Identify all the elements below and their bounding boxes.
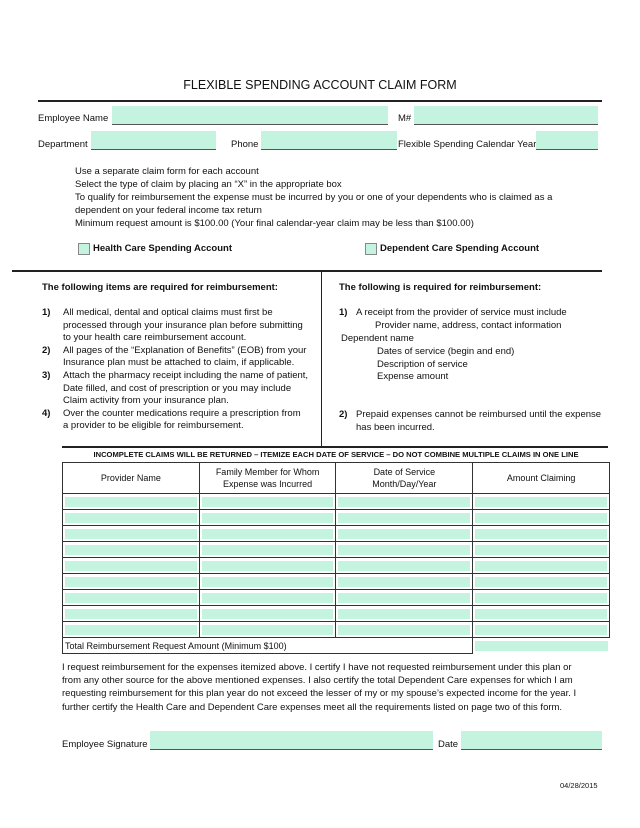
- date-cell[interactable]: [336, 526, 473, 542]
- table-row: [63, 542, 610, 558]
- item-number: 1): [42, 307, 51, 318]
- date-cell[interactable]: [336, 558, 473, 574]
- warning-rule: [62, 446, 608, 448]
- health-care-checkbox[interactable]: [78, 243, 90, 255]
- total-label: Total Reimbursement Request Amount (Minimum $100): [63, 638, 473, 654]
- table-row: [63, 494, 610, 510]
- instruction-line: Select the type of claim by placing an “X” in the appropriate box: [75, 179, 342, 190]
- department-label: Department: [38, 139, 88, 150]
- column-divider: [321, 272, 322, 446]
- item-line: to your health care reimbursement account.: [63, 332, 247, 344]
- date-cell[interactable]: [336, 574, 473, 590]
- provider-cell[interactable]: [63, 526, 200, 542]
- header-line: Date of Service: [373, 467, 436, 477]
- claims-table: [62, 462, 610, 654]
- item-number: 2): [339, 409, 348, 420]
- table-row: [63, 622, 610, 638]
- date-cell[interactable]: [336, 606, 473, 622]
- date-label: Date: [438, 739, 459, 750]
- total-row: [63, 638, 610, 654]
- cert-line: from any other source for the above mentioned expenses. I also certify the total Dependent Care expenses for which I am: [62, 675, 573, 687]
- right-item2-line2: has been incurred.: [356, 422, 435, 433]
- left-heading: The following items are required for reimbursement:: [42, 282, 278, 293]
- table-row: [63, 606, 610, 622]
- phone-field[interactable]: [261, 131, 397, 150]
- date-cell[interactable]: [336, 510, 473, 526]
- provider-cell[interactable]: [63, 606, 200, 622]
- title-rule: [38, 100, 602, 102]
- item-line: All pages of the “Explanation of Benefits” (EOB) from your: [63, 344, 307, 356]
- amount-cell[interactable]: [473, 622, 610, 638]
- amount-cell[interactable]: [473, 606, 610, 622]
- right-item2-line1: Prepaid expenses cannot be reimbursed until the expense: [356, 409, 602, 420]
- header-family-member: [199, 463, 336, 494]
- signature-field[interactable]: [150, 731, 433, 750]
- item-line: a provider to be eligible for reimbursement.: [63, 420, 244, 432]
- family-cell[interactable]: [199, 526, 336, 542]
- sub-line: Description of service: [377, 358, 468, 370]
- amount-cell[interactable]: [473, 590, 610, 606]
- mnum-label: M#: [398, 113, 412, 124]
- employee-name-field[interactable]: [112, 106, 388, 125]
- dependent-care-checkbox[interactable]: [365, 243, 377, 255]
- signature-label: Employee Signature: [62, 739, 148, 750]
- item-line: Over the counter medications require a prescription from: [63, 407, 301, 419]
- provider-cell[interactable]: [63, 510, 200, 526]
- form-title: FLEXIBLE SPENDING ACCOUNT CLAIM FORM: [183, 78, 457, 92]
- amount-cell[interactable]: [473, 510, 610, 526]
- instruction-line: dependent on your federal income tax return: [75, 205, 262, 216]
- sub-line: Expense amount: [377, 371, 449, 383]
- header-line: Month/Day/Year: [372, 479, 437, 489]
- left-list: [42, 307, 320, 433]
- amount-cell[interactable]: [473, 526, 610, 542]
- list-item: [42, 345, 320, 370]
- date-cell[interactable]: [336, 542, 473, 558]
- instructions: [75, 165, 552, 230]
- sub-line: Dates of service (begin and end): [377, 346, 515, 357]
- item-line: Insurance plan must be attached to claim, if applicable.: [63, 357, 295, 369]
- dependent-name-line: Dependent name: [341, 333, 414, 344]
- certification: [62, 661, 576, 714]
- employee-name-label: Employee Name: [38, 113, 109, 124]
- item-number: 3): [42, 369, 51, 381]
- table-header: [63, 463, 610, 494]
- calendar-year-field[interactable]: [536, 131, 598, 150]
- cert-line: I request reimbursement for the expenses itemized above. I certify I have not requested reimbursement under this plan or: [62, 662, 572, 673]
- dependent-care-label: Dependent Care Spending Account: [380, 243, 540, 254]
- header-amount: Amount Claiming: [473, 463, 610, 494]
- item-line: All medical, dental and optical claims must first be: [63, 307, 273, 318]
- amount-cell[interactable]: [473, 574, 610, 590]
- date-cell[interactable]: [336, 494, 473, 510]
- amount-cell[interactable]: [473, 494, 610, 510]
- item-number: 4): [42, 407, 51, 419]
- family-cell[interactable]: [199, 606, 336, 622]
- item-number: 2): [42, 344, 51, 356]
- instruction-line: Use a separate claim form for each account: [75, 166, 259, 177]
- amount-cell[interactable]: [473, 542, 610, 558]
- item-line: Date filled, and cost of prescription or you may include: [63, 382, 292, 394]
- right-item1-line1: A receipt from the provider of service must include: [356, 307, 567, 318]
- section-rule: [12, 270, 602, 272]
- list-item: [42, 370, 320, 408]
- table-row: [63, 526, 610, 542]
- header-line: Expense was Incurred: [223, 479, 313, 489]
- mnum-field[interactable]: [414, 106, 598, 125]
- phone-label: Phone: [231, 139, 259, 150]
- header-date: [336, 463, 473, 494]
- table-row: [63, 558, 610, 574]
- family-cell[interactable]: [199, 494, 336, 510]
- table-row: [63, 510, 610, 526]
- list-item: [42, 408, 320, 433]
- right-sub-lines: [377, 346, 514, 384]
- cert-line: requesting reimbursement for this plan year do not exceed the lesser of my or my spouse’s expected income for the year. I: [62, 688, 577, 700]
- item-number: 1): [339, 307, 348, 318]
- calendar-year-label: Flexible Spending Calendar Year: [398, 139, 537, 150]
- right-item1-line2: Provider name, address, contact information: [375, 320, 562, 331]
- footer-date: 04/28/2015: [560, 781, 598, 790]
- date-field[interactable]: [461, 731, 602, 750]
- family-cell[interactable]: [199, 510, 336, 526]
- family-cell[interactable]: [199, 558, 336, 574]
- table-row: [63, 590, 610, 606]
- item-line: processed through your insurance plan before submitting: [63, 319, 303, 331]
- list-item: [42, 307, 320, 345]
- item-line: Attach the pharmacy receipt including the name of patient,: [63, 369, 309, 381]
- department-field[interactable]: [91, 131, 216, 150]
- family-cell[interactable]: [199, 622, 336, 638]
- provider-cell[interactable]: [63, 590, 200, 606]
- header-provider: Provider Name: [63, 463, 200, 494]
- amount-cell[interactable]: [473, 558, 610, 574]
- family-cell[interactable]: [199, 574, 336, 590]
- health-care-label: Health Care Spending Account: [93, 243, 232, 254]
- provider-cell[interactable]: [63, 494, 200, 510]
- family-cell[interactable]: [199, 590, 336, 606]
- date-cell[interactable]: [336, 590, 473, 606]
- table-row: [63, 574, 610, 590]
- instruction-line: Minimum request amount is $100.00 (Your final calendar-year claim may be less than $100.00): [75, 218, 474, 229]
- provider-cell[interactable]: [63, 574, 200, 590]
- instruction-line: To qualify for reimbursement the expense must be incurred by you or one of your dependents who is claimed as a: [75, 192, 553, 203]
- warning-text: INCOMPLETE CLAIMS WILL BE RETURNED – ITEMIZE EACH DATE OF SERVICE – DO NOT COMBINE MULTIPLE CLAIMS IN ONE LINE: [93, 450, 579, 459]
- cert-line: further certify the Health Care and Dependent Care expenses meet all the requirements listed on page two of this form.: [62, 701, 563, 713]
- provider-cell[interactable]: [63, 558, 200, 574]
- item-line: Claim activity from your insurance plan.: [63, 395, 229, 407]
- header-line: Family Member for Whom: [215, 467, 320, 477]
- provider-cell[interactable]: [63, 542, 200, 558]
- family-cell[interactable]: [199, 542, 336, 558]
- total-amount-cell[interactable]: [473, 638, 610, 654]
- date-cell[interactable]: [336, 622, 473, 638]
- provider-cell[interactable]: [63, 622, 200, 638]
- right-heading: The following is required for reimbursement:: [339, 282, 542, 293]
